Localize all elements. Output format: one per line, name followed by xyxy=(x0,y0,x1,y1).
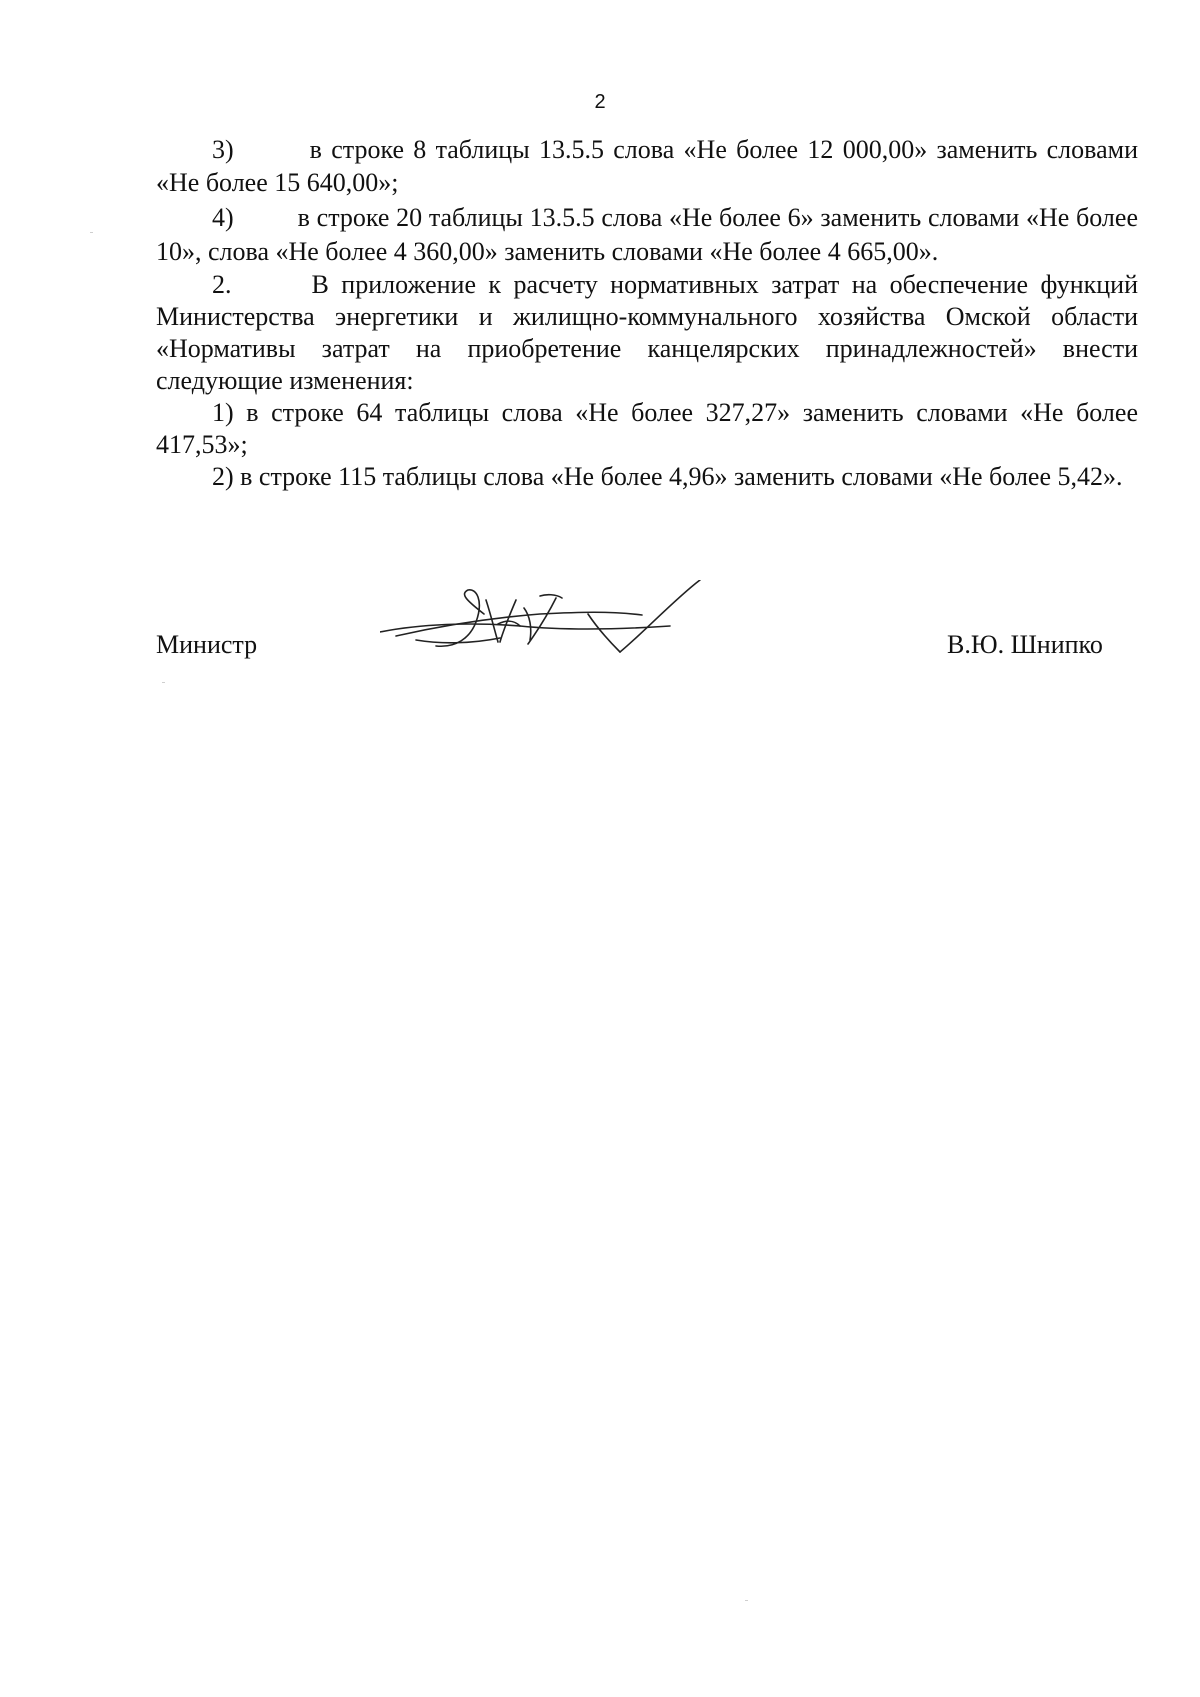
signatory-name: В.Ю. Шнипко xyxy=(947,630,1103,659)
scan-speck xyxy=(162,682,165,683)
handwritten-signature-icon xyxy=(380,580,760,690)
amendment-item-3 xyxy=(156,134,1138,199)
item-number: 4) xyxy=(212,203,234,232)
scan-speck xyxy=(90,232,93,233)
page-number: 2 xyxy=(594,91,606,113)
item-text: в строке 20 таблицы 13.5.5 слова «Не более 6» заменить словами «Не более 10», слова «Не более 4 360,00» заменить словами «Не более 4 665,00». xyxy=(156,203,1138,266)
item-text: в строке 8 таблицы 13.5.5 слова «Не более 12 000,00» заменить словами «Не более 15 640,00»; xyxy=(156,135,1138,197)
item-number: 3) xyxy=(212,135,234,164)
sub-item-text: 1) в строке 64 таблицы слова «Не более 327,27» заменить словами «Не более 417,53»; xyxy=(156,398,1138,459)
scan-speck xyxy=(745,1600,748,1601)
sub-item-2 xyxy=(156,461,1138,493)
sub-item-text: 2) в строке 115 таблицы слова «Не более 4,96» заменить словами «Не более 5,42». xyxy=(212,462,1123,491)
amendments-body xyxy=(156,134,1138,493)
amendment-item-4 xyxy=(156,201,1138,268)
signatory-title: Министр xyxy=(156,630,258,659)
paragraph-number: 2. xyxy=(212,270,232,299)
amendment-paragraph-2 xyxy=(156,269,1138,397)
paragraph-text: В приложение к расчету нормативных затрат на обеспечение функций Министерства энергетики и жилищно-коммунального хозяйства Омской области «Нормативы затрат на приобретение канцелярских принадлежностей» внести следующие изменения: xyxy=(156,270,1138,395)
sub-item-1 xyxy=(156,397,1138,461)
